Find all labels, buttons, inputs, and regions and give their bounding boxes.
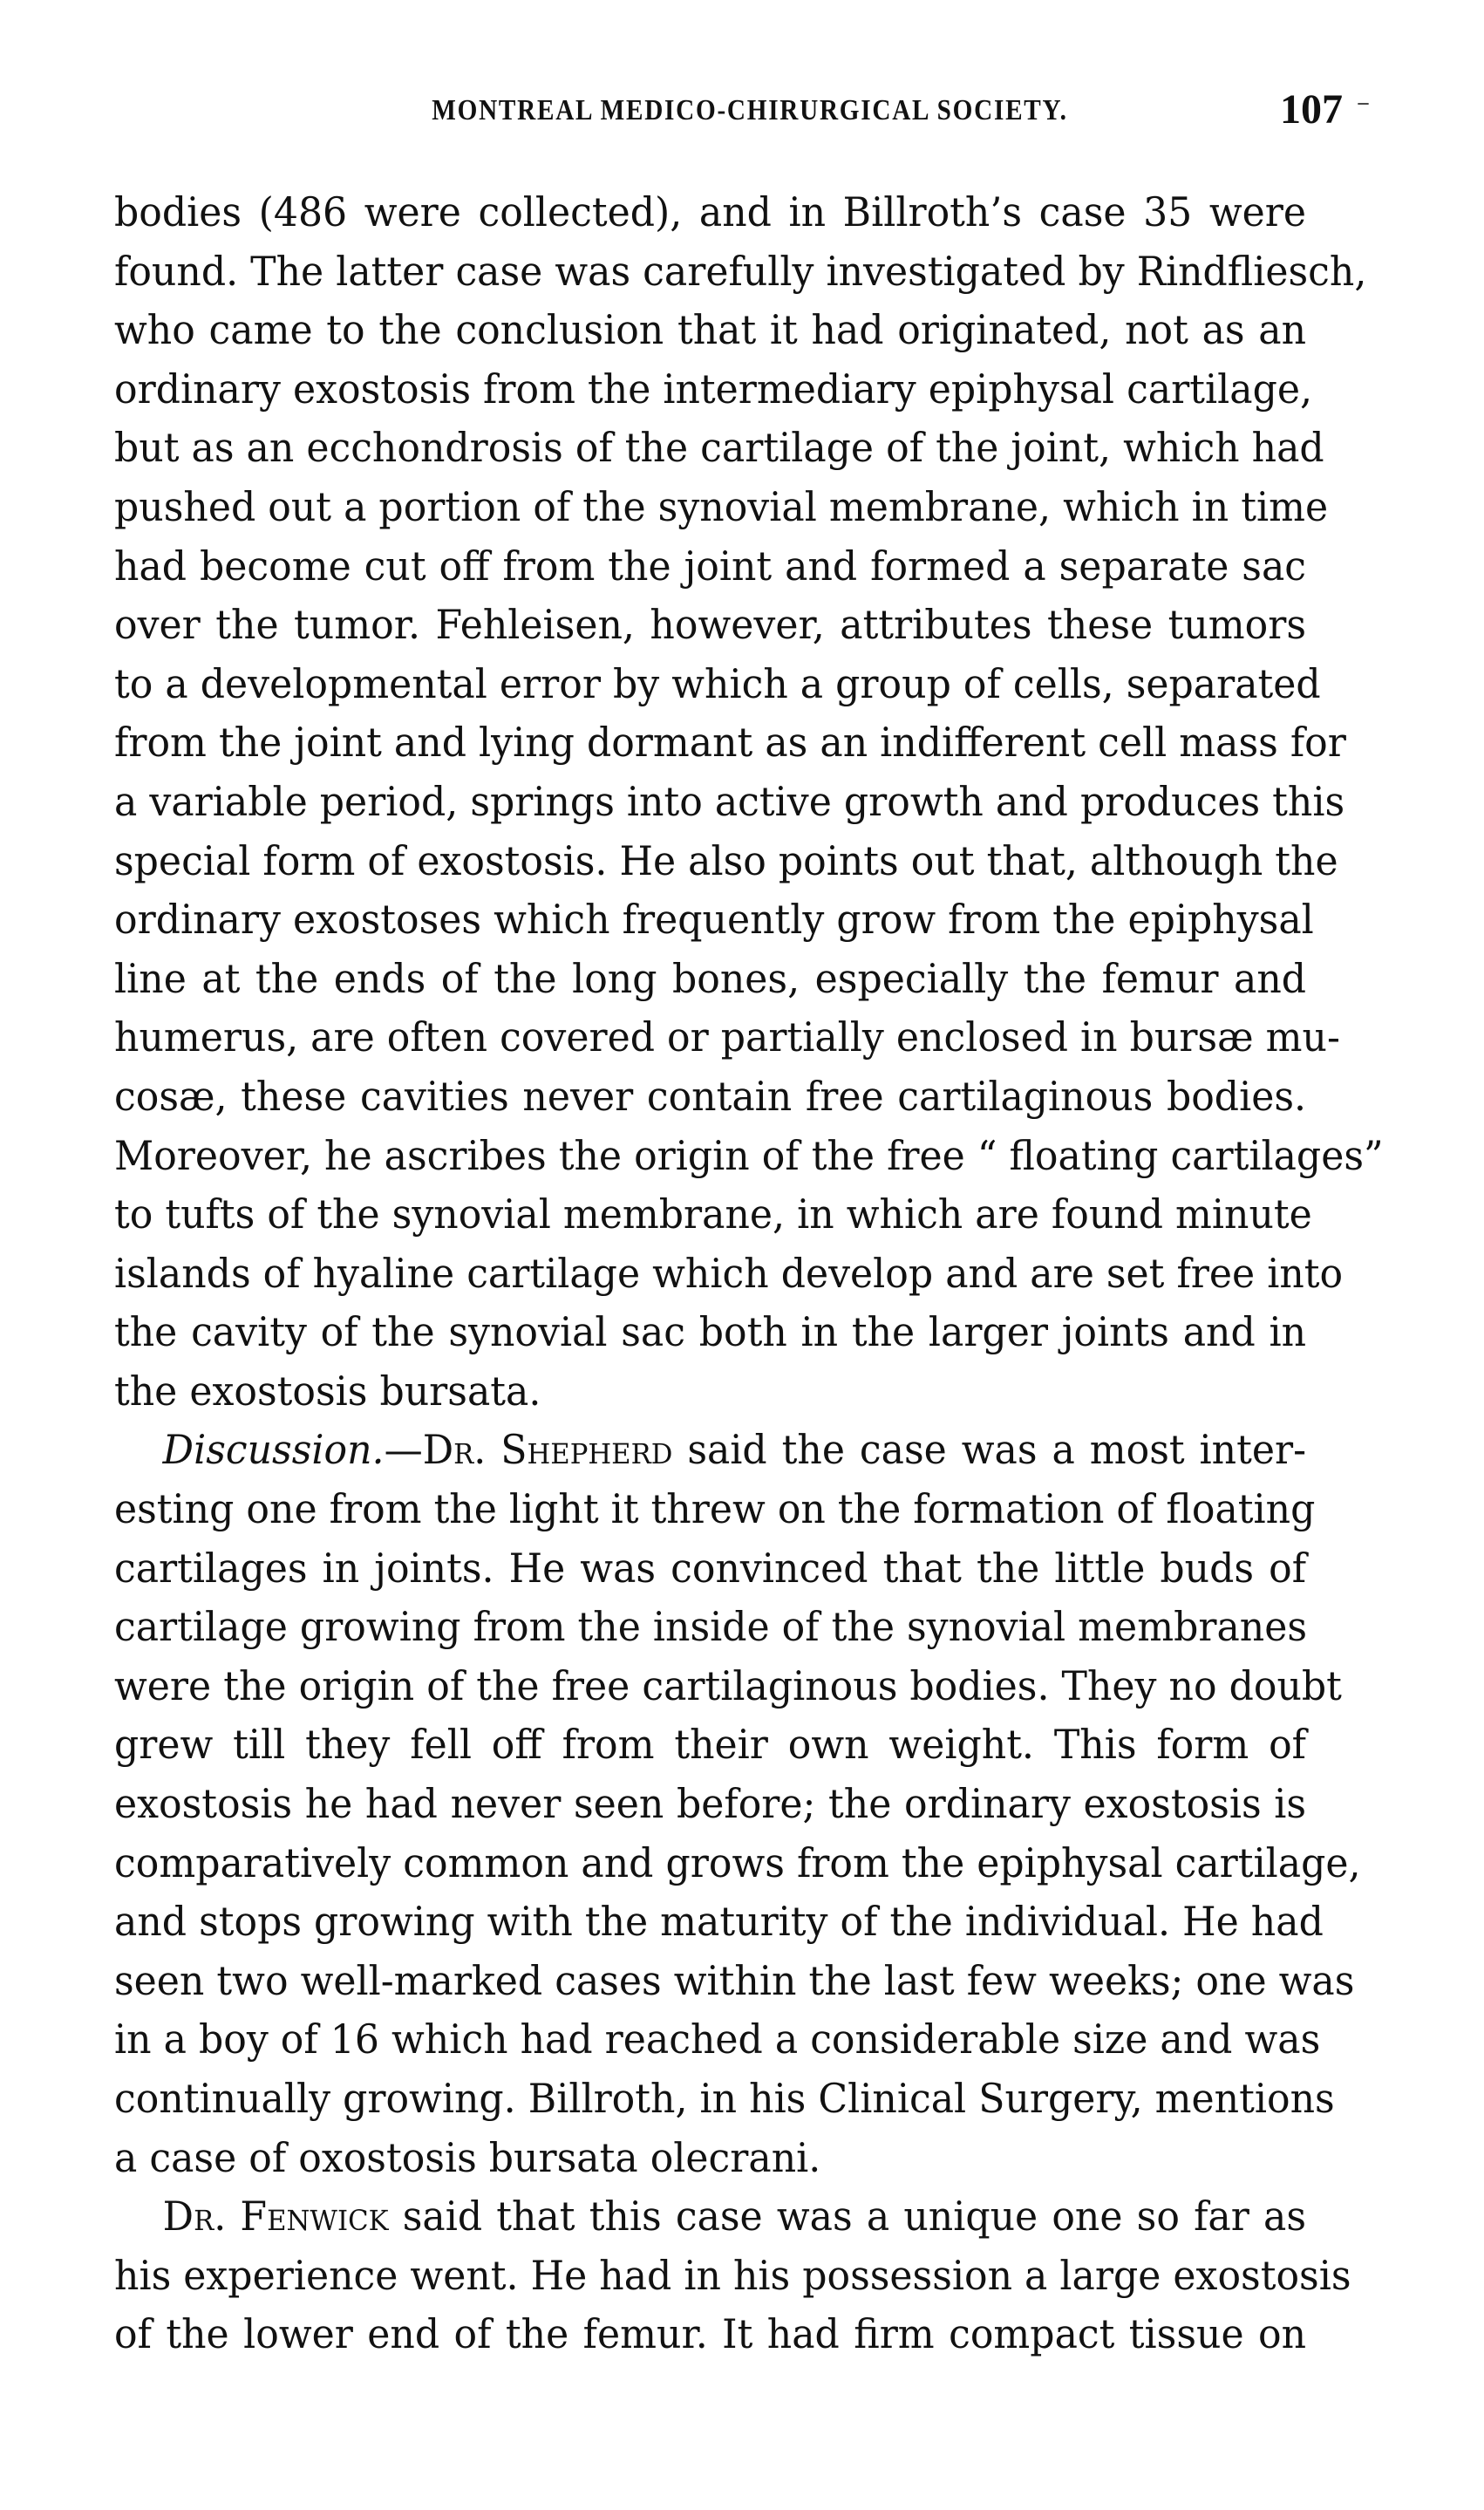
text-line: from the joint and lying dormant as an indifferent cell mass for	[114, 719, 1346, 767]
text-line: comparatively common and grows from the epiphysal cartilage,	[114, 1838, 1361, 1886]
text-line: and stops growing with the maturity of the individual. He had	[114, 1898, 1324, 1946]
text-line: grew till they fell off from their own weight. This form of	[114, 1721, 1307, 1769]
body-text	[114, 183, 1384, 2364]
paragraph-first-line	[114, 2187, 1306, 2247]
text-line: over the tumor. Fehleisen, however, attributes these tumors	[114, 601, 1307, 649]
text-line: a case of oxostosis bursata olecrani.	[114, 2133, 821, 2181]
paragraph-discussion-shepherd	[114, 1421, 1361, 2187]
text-line: ordinary exostoses which frequently grow from the epiphysal	[114, 896, 1314, 944]
text-line: found. The latter case was carefully investigated by Rindfliesch,	[114, 247, 1367, 295]
paragraph-rindfliesch	[114, 183, 1384, 1421]
text-line: his experience went. He had in his possession a large exostosis	[114, 2251, 1351, 2299]
text-line: ordinary exostosis from the intermediary epiphysal cartilage,	[114, 365, 1313, 413]
text-line: to a developmental error by which a group of cells, separated	[114, 659, 1321, 707]
text-line: islands of hyaline cartilage which develop and are set free into	[114, 1249, 1344, 1297]
text-line: of the lower end of the femur. It had firm compact tissue on	[114, 2310, 1307, 2358]
text-line: seen two well-marked cases within the last few weeks; one was	[114, 1956, 1355, 2004]
paragraph-first-line	[114, 1421, 1306, 1480]
text-line: humerus, are often covered or partially enclosed in bursæ mu-	[114, 1013, 1340, 1061]
text-line: line at the ends of the long bones, especially the femur and	[114, 954, 1307, 1002]
text-line: cartilages in joints. He was convinced that the little buds of	[114, 1544, 1307, 1592]
text-line: but as an ecchondrosis of the cartilage of the joint, which had	[114, 424, 1324, 472]
discussion-heading: Discussion.	[162, 1426, 385, 1474]
speaker-name: Dr. Fenwick	[162, 2193, 389, 2241]
text-line: in a boy of 16 which had reached a considerable size and was	[114, 2016, 1321, 2063]
text-line: who came to the conclusion that it had originated, not as an	[114, 306, 1307, 354]
text-line: esting one from the light it threw on the formation of floating	[114, 1485, 1316, 1533]
text-line: special form of exostosis. He also points out that, although the	[114, 836, 1338, 884]
text-line: a variable period, springs into active growth and produces this	[114, 777, 1345, 825]
text-line: were the origin of the free cartilaginous bodies. They no doubt	[114, 1661, 1342, 1709]
page-mark: –	[1357, 87, 1370, 118]
text-line: had become cut off from the joint and formed a separate sac	[114, 542, 1307, 590]
em-dash: —	[384, 1426, 423, 1474]
text-line: the exostosis bursata.	[114, 1367, 541, 1415]
text-line: to tufts of the synovial membrane, in which are found minute	[114, 1190, 1312, 1238]
text-line: pushed out a portion of the synovial membrane, which in time	[114, 482, 1329, 530]
text-line: bodies (486 were collected), and in Billroth’s case 35 were	[114, 188, 1307, 235]
page-number: 107	[1280, 86, 1343, 133]
text-line: exostosis he had never seen before; the ordinary exostosis is	[114, 1780, 1307, 1828]
text-line: Moreover, he ascribes the origin of the free “ floating cartilages”	[114, 1131, 1384, 1179]
text-line: cartilage growing from the inside of the synovial membranes	[114, 1603, 1308, 1651]
text-line: cosæ, these cavities never contain free cartilaginous bodies.	[114, 1072, 1307, 1120]
speaker-name: Dr. Shepherd	[422, 1426, 673, 1474]
text-line: the cavity of the synovial sac both in the larger joints and in	[114, 1308, 1307, 1356]
paragraph-fenwick	[114, 2187, 1356, 2364]
running-head: MONTREAL MEDICO-CHIRURGICAL SOCIETY.	[432, 94, 1068, 126]
first-line-text: said that this case was a unique one so far as	[388, 2193, 1307, 2241]
text-line: continually growing. Billroth, in his Clinical Surgery, mentions	[114, 2075, 1335, 2122]
first-line-text: said the case was a most inter-	[672, 1426, 1307, 1474]
